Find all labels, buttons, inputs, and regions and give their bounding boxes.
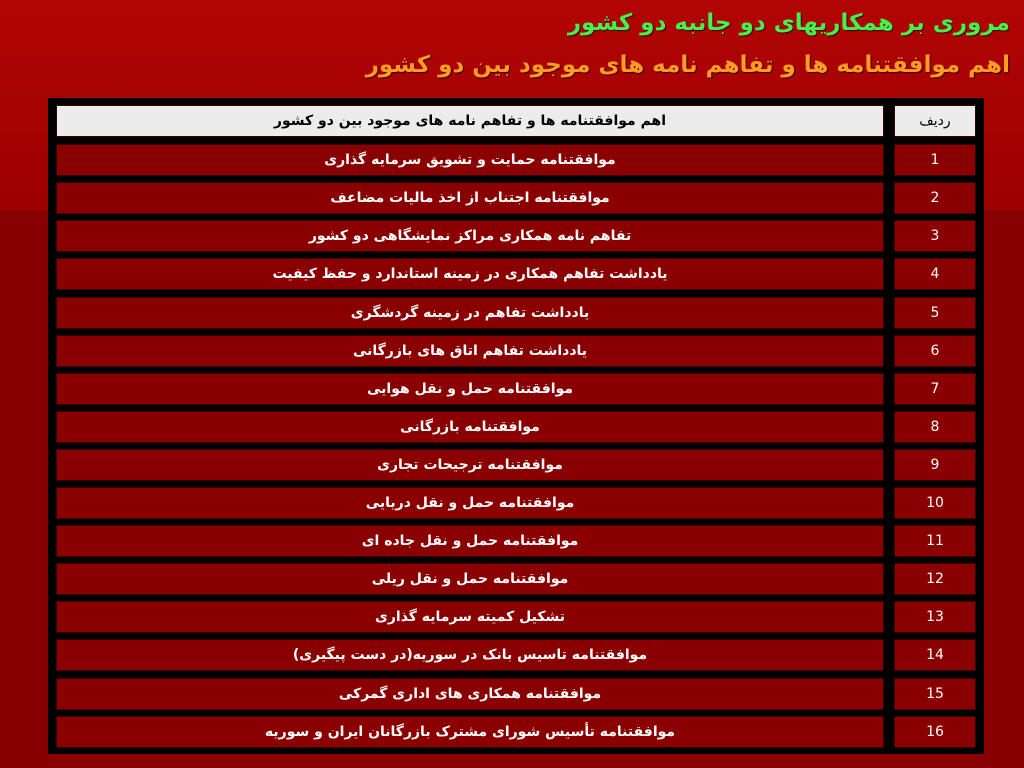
- agreement-title: موافقتنامه حمایت و تشویق سرمایه گذاری: [56, 144, 884, 176]
- agreement-title: تفاهم نامه همکاری مراکز نمایشگاهی دو کشور: [56, 220, 884, 252]
- row-number: 5: [894, 297, 976, 329]
- row-number: 15: [894, 678, 976, 710]
- agreement-title: موافقتنامه حمل و نقل دریایی: [56, 487, 884, 519]
- agreement-title: موافقتنامه ترجیحات تجاری: [56, 449, 884, 481]
- row-number: 16: [894, 716, 976, 748]
- table-row: [48, 373, 984, 405]
- table-row: [48, 297, 984, 329]
- slide-subtitle: اهم موافقتنامه ها و تفاهم نامه های موجود بین دو کشور: [365, 52, 1010, 78]
- row-number: 1: [894, 144, 976, 176]
- header-title: اهم موافقتنامه ها و تفاهم نامه های موجود بین دو کشور: [56, 105, 884, 137]
- table-row: [48, 182, 984, 214]
- agreement-title: موافقتنامه حمل و نقل هوایی: [56, 373, 884, 405]
- agreement-title: موافقتنامه اجتناب از اخذ مالیات مضاعف: [56, 182, 884, 214]
- agreement-title: موافقتنامه تأسیس شورای مشترک بازرگانان ایران و سوریه: [56, 716, 884, 748]
- table-header-row: [48, 105, 984, 137]
- table-row: [48, 678, 984, 710]
- agreement-title: یادداشت تفاهم در زمینه گردشگری: [56, 297, 884, 329]
- row-number: 12: [894, 563, 976, 595]
- row-number: 14: [894, 639, 976, 671]
- row-number: 11: [894, 525, 976, 557]
- table-row: [48, 525, 984, 557]
- table-row: [48, 220, 984, 252]
- agreement-title: موافقتنامه همکاری های اداری گمرکی: [56, 678, 884, 710]
- table-row: [48, 144, 984, 176]
- table-row: [48, 487, 984, 519]
- agreement-title: موافقتنامه بازرگانی: [56, 411, 884, 443]
- agreement-title: تشکیل کمیته سرمایه گذاری: [56, 601, 884, 633]
- row-number: 3: [894, 220, 976, 252]
- row-number: 4: [894, 258, 976, 290]
- agreements-table: [48, 98, 984, 754]
- agreement-title: موافقتنامه حمل و نقل جاده ای: [56, 525, 884, 557]
- row-number: 9: [894, 449, 976, 481]
- row-number: 13: [894, 601, 976, 633]
- agreement-title: یادداشت تفاهم اتاق های بازرگانی: [56, 335, 884, 367]
- table-row: [48, 411, 984, 443]
- row-number: 8: [894, 411, 976, 443]
- table-row: [48, 335, 984, 367]
- slide-title: مروری بر همکاریهای دو جانبه دو کشور: [567, 10, 1010, 36]
- agreement-title: یادداشت تفاهم همکاری در زمینه استاندارد و حفظ کیفیت: [56, 258, 884, 290]
- table-row: [48, 601, 984, 633]
- row-number: 7: [894, 373, 976, 405]
- table-row: [48, 639, 984, 671]
- row-number: 2: [894, 182, 976, 214]
- agreement-title: موافقتنامه تاسیس بانک در سوریه(در دست پیگیری): [56, 639, 884, 671]
- row-number: 6: [894, 335, 976, 367]
- table-row: [48, 449, 984, 481]
- row-number: 10: [894, 487, 976, 519]
- table-row: [48, 563, 984, 595]
- header-index: ردیف: [894, 105, 976, 137]
- table-row: [48, 258, 984, 290]
- table-row: [48, 716, 984, 748]
- agreement-title: موافقتنامه حمل و نقل ریلی: [56, 563, 884, 595]
